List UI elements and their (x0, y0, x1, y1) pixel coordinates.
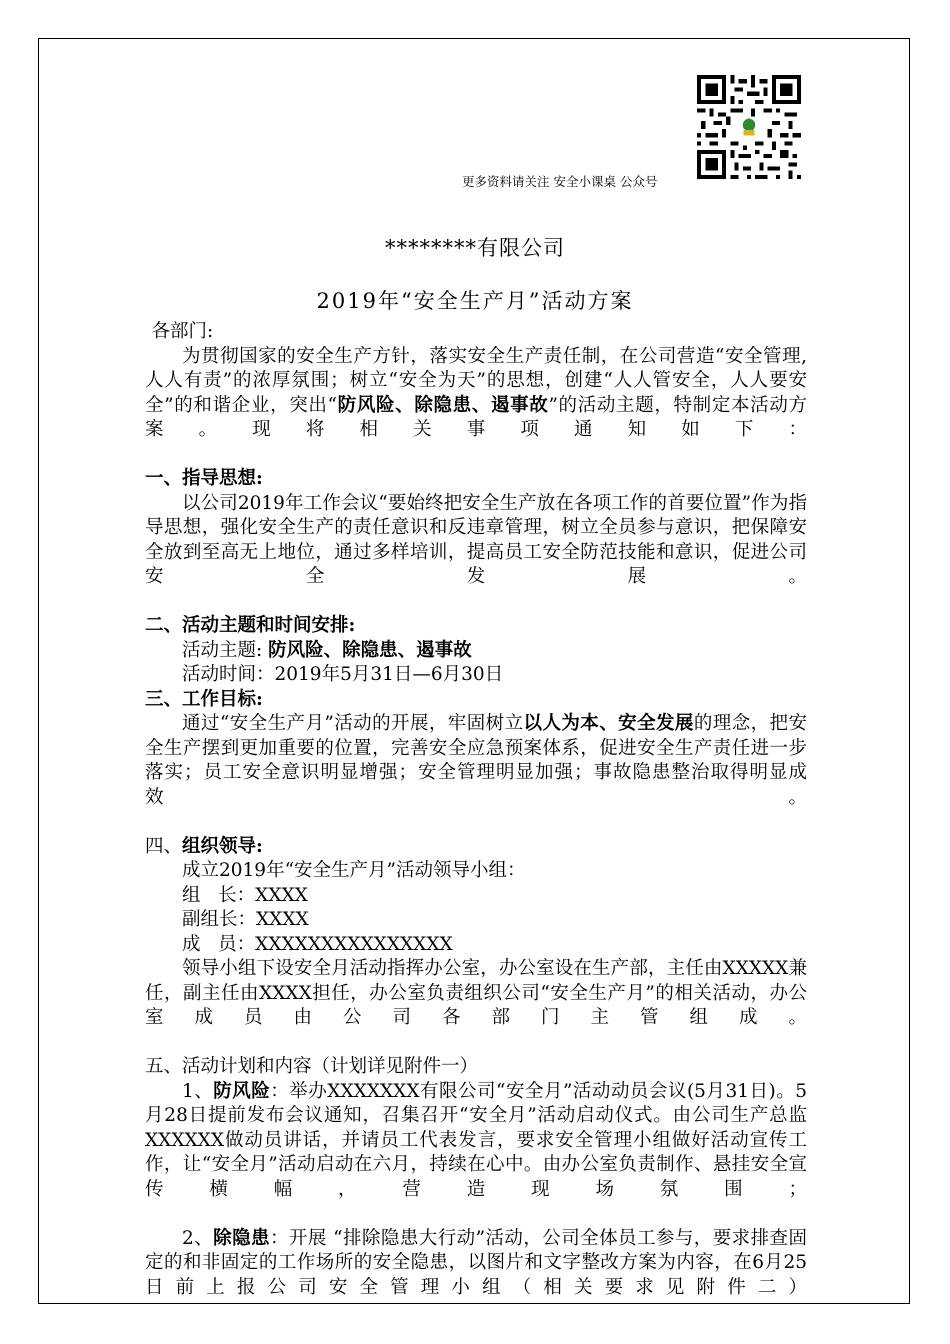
intro-theme: 防风险、除隐患、遏事故 (337, 394, 549, 416)
leadership-intro: 成立2019年“安全生产月”活动领导小组： (182, 860, 526, 881)
activity-theme-label: 活动主题: (182, 639, 269, 661)
section-1-heading: 一、指导思想: (145, 468, 263, 489)
activity-theme (145, 639, 807, 664)
intro-text: 为贯彻国家的安全生产方针，落实安全生产责任制，在公司营造“安全管理,人人有责”的浓厚氛围；树立“安全为天”的思想，创建“人人管安全，人人要安全”的和谐企业，突出“ (145, 345, 807, 416)
document-title: 2019年“安全生产月”活动方案 (316, 289, 634, 313)
salutation: 各部门: (151, 321, 214, 342)
plan-item-1-title: 防风险 (213, 1080, 271, 1102)
qr-code-icon (697, 75, 801, 179)
section-4-heading (145, 835, 807, 860)
section-3-heading: 三、工作目标: (145, 688, 263, 710)
document-body (145, 320, 807, 1325)
intro-paragraph (145, 345, 807, 468)
office-paragraph: 领导小组下设安全月活动指挥办公室，办公室设在生产部，主任由XXXXX兼任，副主任由XXXX担任，办公室负责组织公司“安全生产月”的相关活动，办公室成员由公司各部门主管组成。 (145, 958, 807, 1028)
section-1-text: 以公司2019年工作会议“要始终把安全生产放在各项工作的首要位置”作为指导思想，强化安全生产的责任意识和反违章管理，树立全员参与意识，把保障安全放到至高无上地位，通过多样培训，提高员工安全防范技能和意识，促进公司安全发展。 (145, 492, 807, 587)
plan-item-1-number: 1、 (182, 1080, 214, 1102)
intro-text-end: ”的活动主题，特制定本活动方案。现将相关事项通知如下： (145, 394, 807, 440)
leader-line: 组 长：XXXX (182, 884, 308, 906)
plan-item-2 (145, 1227, 807, 1325)
section-5-heading: 五、活动计划和内容（计划详见附件一） (145, 1056, 479, 1077)
section-4-heading-number: 四、 (145, 835, 183, 857)
plan-item-2-text: ：开展 “排除隐患大行动”活动，公司全体员工参与，要求排查固定的和非固定的工作场所的安全隐患，以图片和文字整改方案为内容，在6月25日前上报公司安全管理小组（相关要求见附件二） (145, 1227, 807, 1298)
section-4-heading-text: 组织领导: (182, 835, 263, 857)
members-line: 成 员：XXXXXXXXXXXXXXX (182, 933, 453, 955)
section-3-text-c: 的理念，把安全生产摆到更加重要的位置，完善安全应急预案体系，促进安全生产责任进一步落实；员工安全意识明显增强；安全管理明显加强；事故隐患整治取得明显成效。 (145, 713, 807, 808)
activity-theme-value: 防风险、除隐患、遏事故 (268, 639, 472, 661)
plan-item-1-text: ：举办XXXXXXX有限公司“安全月”活动动员会议(5月31日)。5月28日提前发布会议通知，召集召开“安全月”活动启动仪式。由公司生产总监XXXXXX做动员讲话，并请员工代表发言，要求安全管理小组做好活动宣传工作，让“安全月”活动启动在六月，持续在心中。由办公室负责制作、悬挂安全宣传横幅，营造现场氛围； (145, 1080, 807, 1200)
activity-time: 活动时间：2019年5月31日—6月30日 (182, 664, 504, 685)
plan-item-2-title: 除隐患 (213, 1227, 270, 1249)
section-3-emphasis: 以人为本、安全发展 (523, 713, 694, 734)
deputy-line: 副组长：XXXX (182, 909, 309, 930)
section-2-heading: 二、活动主题和时间安排: (145, 615, 356, 636)
qr-caption: 更多资料请关注 安全小课桌 公众号 (462, 174, 658, 189)
section-3-text-a: 通过“安全生产月”活动的开展，牢固树立 (182, 713, 524, 734)
plan-item-1 (145, 1080, 807, 1227)
section-3-text (145, 712, 807, 835)
company-title: ********有限公司 (385, 236, 565, 260)
plan-item-2-number: 2、 (182, 1227, 214, 1249)
